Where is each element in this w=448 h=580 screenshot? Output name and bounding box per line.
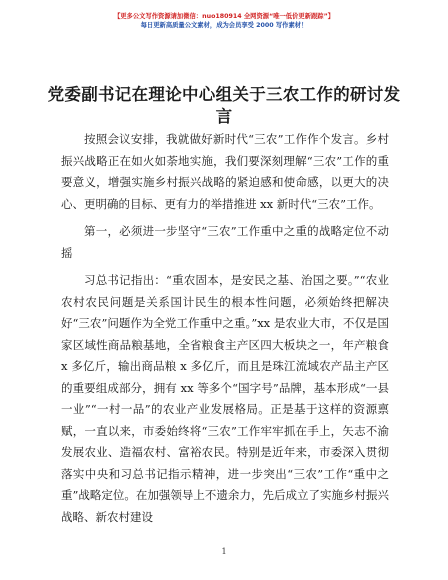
paragraph-intro: 按照会议安排，我就做好新时代“三农”工作作个发言。乡村振兴战略正在如火如荼地实施，我们要深刻理解“三农”工作的重要意义，增强实施乡村振兴战略的紧迫感和使命感，以更大的决心、更明确的目标、更有力的举措推进 xx 新时代“三农”工作。 [61,132,389,211]
page-number: 1 [221,547,227,556]
document-body [61,129,389,534]
promo-banner-line-2: 每日更新高质量公文素材，成为会员享受 2000 写作素材！ [140,22,308,29]
document-title: 党委副书记在理论中心组关于三农工作的研讨发言 [47,85,401,126]
promo-banner-line-1: 【更多公文写作资源请加微信：nuo180914 全网资源“唯一低价更新跟踪”】 [113,13,335,20]
promo-banner [0,12,448,30]
paragraph-section-heading: 第一，必须进一步坚守“三农”工作重中之重的战略定位不动摇 [61,224,389,260]
paragraph-body: 习总书记指出：“重农固本，是安民之基、治国之要。”“农业农村农民问题是关系国计民生的根本性问题，必须始终把解决好“三农”问题作为全党工作重中之重。”xx 是农业大市，不仅是国家区域性商品粮基地，全省粮食主产区四大板块之一，年产粮食 x 多亿斤，输出商品粮 x 多亿斤，而且是珠江流域农产品主产区的重要组成部分，拥有 xx 等多个“国字号”品牌，基本形成“一县一业”“一村一品”的农业产业发展格局。正是基于这样的资源禀赋，一直以来，市委始终将“三农”工作牢牢抓在手上，矢志不渝发展农业、造福农村、富裕农民。特别是近年来，市委深入贯彻落实中央和习总书记指示精神，进一步突出“三农”工作“重中之重”战略定位。在加强领导上不遗余力，先后成立了实施乡村振兴战略、新农村建设 [61,273,389,524]
